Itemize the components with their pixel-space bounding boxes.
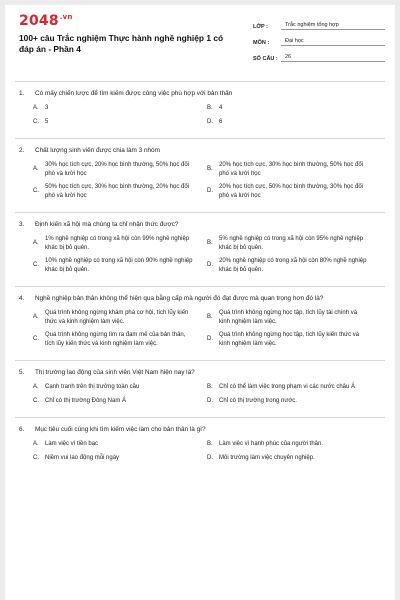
answer-option[interactable]	[207, 454, 381, 463]
meta-block	[253, 17, 385, 65]
question-text: Có mấy chiến lược để tìm kiếm được công việc phù hợp với bản thân	[35, 90, 233, 97]
answer-option[interactable]	[33, 383, 207, 392]
option-text: 20% nghề nghiệp có trong xã hội còn 80% nghề nghiệp khác bị bỏ quên.	[219, 258, 367, 273]
answer-option[interactable]	[33, 440, 207, 449]
option-letter: C.	[33, 454, 39, 461]
option-letter: D.	[207, 118, 213, 125]
answer-option[interactable]	[207, 383, 381, 392]
option-letter: A.	[33, 240, 39, 247]
option-text: 30% học tích cực, 20% học bình thường, 50% học đối phó và lười học	[45, 162, 190, 177]
answer-option[interactable]	[33, 309, 207, 326]
question-number: 6.	[19, 426, 25, 433]
answer-options	[19, 383, 381, 410]
option-letter: A.	[33, 166, 39, 173]
option-text: Chỉ có thị trường trong nước.	[219, 397, 297, 404]
option-text: 10% nghề nghiệp có trong xã hội còn 90% nghề nghiệp khác bị bỏ quên.	[45, 258, 193, 273]
option-letter: D.	[207, 188, 213, 195]
option-letter: C.	[33, 118, 39, 125]
option-text: 20% học tích cực, 30% học bình thường, 50% học đối phó và lười học	[219, 162, 364, 177]
question-line	[19, 425, 381, 434]
question-item	[5, 418, 395, 467]
question-number: 4.	[19, 295, 25, 302]
answer-option[interactable]	[33, 161, 207, 178]
option-letter: D.	[207, 454, 213, 461]
question-item	[5, 361, 395, 410]
answer-option[interactable]	[207, 309, 381, 326]
answer-option[interactable]	[207, 331, 381, 348]
answer-option[interactable]	[33, 397, 207, 406]
option-letter: C.	[33, 336, 39, 343]
question-number: 5.	[19, 369, 25, 376]
answer-option[interactable]	[207, 235, 381, 252]
option-letter: A.	[33, 384, 39, 390]
option-letter: B.	[207, 384, 213, 390]
option-text: 1% nghề nghiệp có trong xã hội còn 99% nghề nghiệp khác bị bỏ quên.	[45, 236, 190, 251]
option-text: Chỉ có thể làm việc trong phạm vi các nước châu Á	[219, 384, 356, 390]
answer-option[interactable]	[33, 183, 207, 200]
question-number: 3.	[19, 221, 25, 228]
answer-option[interactable]	[207, 440, 381, 449]
answer-option[interactable]	[33, 104, 207, 113]
option-text: Quá trình không ngừng học tập, tích lũy tài chính và kinh nghiệm làm việc.	[219, 310, 358, 325]
answer-option[interactable]	[207, 397, 381, 406]
option-text: Quá trình không ngừng tìm ra đam mê của bản thân, tích lũy kiến thức và kinh nghiệm làm việc.	[45, 332, 186, 347]
option-text: 50% học tích cực, 30% học bình thường, 20% học đối phó và lười học	[45, 184, 190, 199]
answer-option[interactable]	[207, 104, 381, 113]
option-letter: B.	[207, 166, 213, 173]
meta-class-value: Trắc nghiệm tổng hợp	[281, 22, 385, 30]
option-letter: D.	[207, 397, 213, 404]
logo-tld: .vn	[59, 13, 73, 21]
option-text: 3	[45, 105, 49, 111]
option-text: Làm việc vì tiền bạc	[45, 441, 99, 447]
document-page	[5, 5, 395, 600]
meta-count-label: SỐ CÂU :	[253, 56, 278, 62]
option-text: Chỉ có thị trường Đông Nam Á	[45, 397, 126, 404]
document-title: 100+ câu Trắc nghiệm Thực hành nghề nghiệp 1 có đáp án - Phần 4	[19, 33, 224, 54]
option-text: 5	[45, 118, 49, 125]
option-text: Môi trường làm việc chuyên nghiệp.	[219, 454, 315, 461]
answer-option[interactable]	[33, 257, 207, 274]
answer-option[interactable]	[33, 331, 207, 348]
question-item	[5, 287, 395, 353]
option-letter: C.	[33, 188, 39, 195]
question-line	[19, 294, 381, 303]
answer-options	[19, 104, 381, 131]
meta-subject-row	[253, 33, 385, 46]
answer-option[interactable]	[207, 118, 381, 127]
question-number: 1.	[19, 90, 25, 97]
option-text: Làm việc vì hạnh phúc của người thân.	[219, 441, 324, 447]
option-text: Quá trình không ngừng khám phá cơ hội, tích lũy kiến thức và kinh nghiệm làm việc.	[45, 310, 189, 325]
meta-class-label: LỚP :	[253, 24, 268, 30]
meta-count-row	[253, 49, 385, 62]
meta-class-row	[253, 17, 385, 30]
answer-options	[19, 309, 381, 353]
question-text: Thị trường lao động của sinh viên Việt Nam hiện nay là?	[35, 369, 195, 376]
option-letter: A.	[33, 105, 39, 111]
document-header	[5, 5, 395, 81]
question-text: Chất lượng sinh viên được chia làm 3 nhóm	[35, 147, 160, 154]
question-line	[19, 89, 381, 98]
option-letter: B.	[207, 314, 213, 321]
option-letter: B.	[207, 105, 213, 111]
question-text: Nghề nghiệp bản thân không thể hiện qua bằng cấp mà người đó đạt được mà quan trọng hơn đó là?	[35, 295, 324, 302]
option-letter: C.	[33, 397, 39, 404]
option-text: Niềm vui lao động mỗi ngày	[45, 454, 120, 461]
question-line	[19, 146, 381, 155]
option-text: 4	[219, 105, 223, 111]
answer-option[interactable]	[207, 183, 381, 200]
option-letter: C.	[33, 262, 39, 269]
option-letter: D.	[207, 262, 213, 269]
question-line	[19, 220, 381, 229]
answer-options	[19, 440, 381, 467]
option-letter: A.	[33, 314, 39, 321]
answer-options	[19, 235, 381, 279]
logo-text: 2048	[19, 13, 59, 29]
question-item	[5, 139, 395, 205]
question-number: 2.	[19, 147, 25, 154]
question-text: Định kiến xã hội mà chúng ta chỉ nhận thức được?	[35, 221, 179, 228]
option-letter: A.	[33, 441, 39, 447]
option-text: Quá trình không ngừng học tập, tích lũy kiến thức và kinh nghiệm làm việc.	[219, 332, 360, 347]
meta-subject-label: MÔN :	[253, 40, 270, 46]
answer-option[interactable]	[33, 118, 207, 127]
meta-count-value: 26	[281, 54, 385, 62]
question-list	[5, 82, 395, 467]
option-text: 6	[219, 118, 223, 125]
meta-subject-value: Đại học	[281, 38, 385, 46]
option-text: Cạnh tranh trên thị trường toàn cầu	[45, 384, 140, 390]
option-letter: B.	[207, 240, 213, 247]
option-letter: D.	[207, 336, 213, 343]
option-text: 20% học tích cực, 50% học bình thường, 30% học đối phó và lười học	[219, 184, 364, 199]
answer-options	[19, 161, 381, 205]
answer-option[interactable]	[207, 161, 381, 178]
option-text: 5% nghề nghiệp có trong xã hội còn 95% nghề nghiệp khác bị bỏ quên.	[219, 236, 364, 251]
question-line	[19, 368, 381, 377]
answer-option[interactable]	[33, 235, 207, 252]
question-item	[5, 82, 395, 131]
answer-option[interactable]	[207, 257, 381, 274]
question-text: Mục tiêu cuối cùng khi tìm kiếm việc làm cho bản thân là gì?	[35, 426, 206, 433]
answer-option[interactable]	[33, 454, 207, 463]
option-letter: B.	[207, 441, 213, 447]
question-item	[5, 213, 395, 279]
